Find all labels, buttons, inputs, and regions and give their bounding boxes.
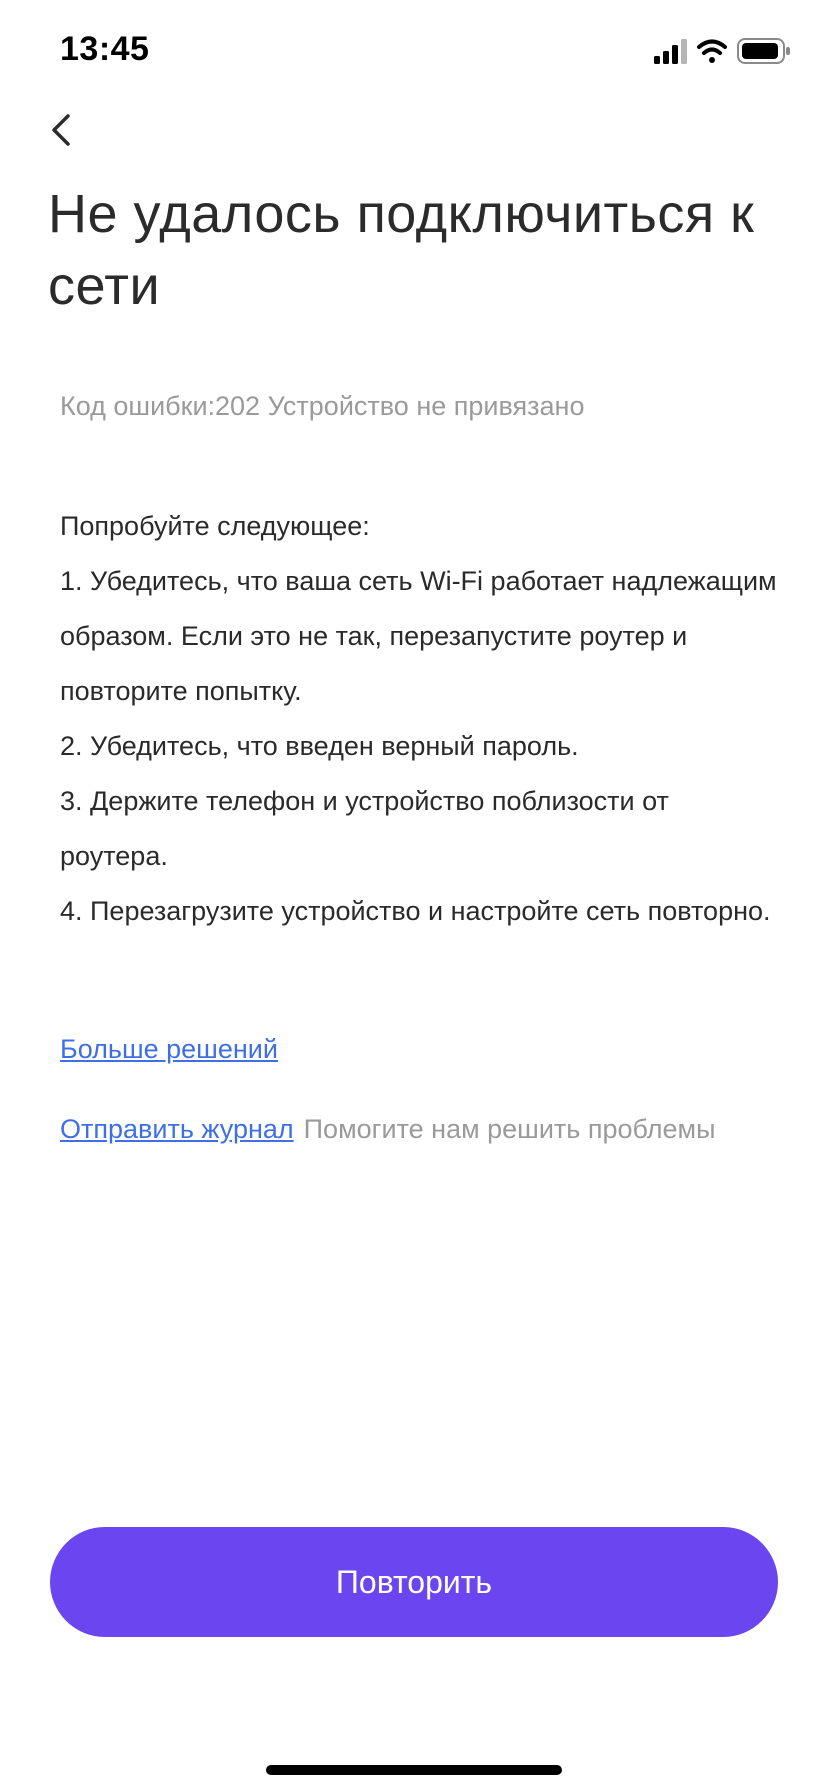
instructions-intro: Попробуйте следующее: (60, 511, 370, 541)
error-code: Код ошибки:202 Устройство не привязано (60, 391, 585, 421)
home-indicator (266, 1765, 562, 1775)
instruction-step: 4. Перезагрузите устройство и настройте сеть повторно. (60, 896, 771, 926)
instructions (60, 499, 780, 939)
send-log-row (60, 1111, 800, 1147)
instruction-step: 1. Убедитесь, что ваша сеть Wi-Fi работает надлежащим образом. Если это не так, перезапустите роутер и повторите попытку. (60, 566, 777, 706)
chevron-left-icon (38, 102, 86, 158)
signal-icon (654, 39, 687, 64)
status-bar (0, 0, 828, 100)
more-solutions-link[interactable]: Больше решений (60, 1034, 278, 1064)
retry-button[interactable]: Повторить (50, 1527, 778, 1637)
instruction-step: 3. Держите телефон и устройство поблизости от роутера. (60, 786, 669, 871)
battery-icon (738, 39, 790, 63)
page-title: Не удалось подключиться к сети (48, 184, 755, 316)
status-icons (654, 36, 794, 66)
instruction-step: 2. Убедитесь, что введен верный пароль. (60, 731, 579, 761)
send-log-link[interactable]: Отправить журнал (60, 1114, 294, 1144)
status-time: 13:45 (60, 30, 150, 68)
wifi-icon (699, 42, 725, 64)
back-button[interactable] (38, 102, 86, 158)
send-log-hint: Помогите нам решить проблемы (303, 1114, 716, 1144)
more-solutions-row (60, 1031, 278, 1067)
